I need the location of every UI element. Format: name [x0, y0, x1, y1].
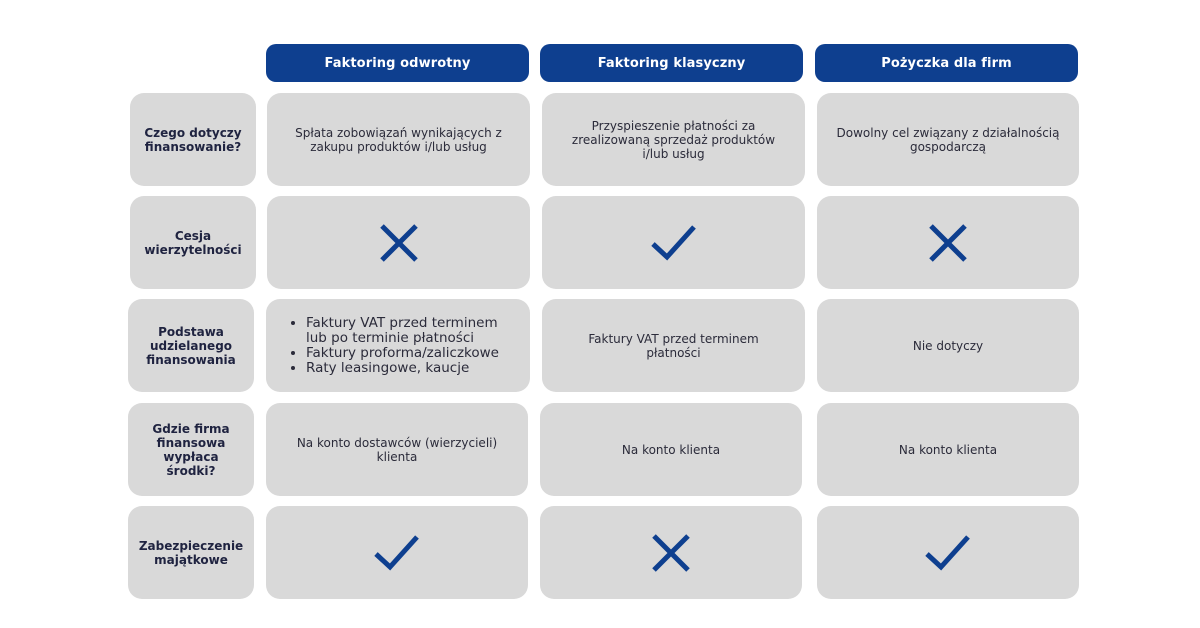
table-cell [542, 196, 805, 289]
row-label [128, 506, 254, 599]
row-label-text: Gdzie firma finansowa wypłaca środki? [152, 421, 230, 478]
table-cell [817, 506, 1079, 599]
cell-text: Nie dotyczy [912, 338, 984, 353]
row-label-text: Czego dotyczy finansowanie? [144, 125, 242, 154]
table-cell [817, 93, 1079, 186]
cross-icon [645, 527, 697, 579]
column-header: Pożyczka dla firm [815, 44, 1078, 82]
table-cell [266, 403, 528, 496]
table-cell [817, 403, 1079, 496]
cell-text: Na konto klienta [898, 442, 998, 457]
bullet-list [284, 316, 512, 376]
cell-text: Przyspieszenie płatności za zrealizowaną sprzedaż produktów i/lub usług [571, 118, 776, 161]
table-cell [542, 299, 805, 392]
cell-text: Faktury VAT przed terminem płatności [588, 331, 759, 360]
table-cell [817, 196, 1079, 289]
cell-text: Na konto klienta [621, 442, 721, 457]
list-item: • Raty leasingowe, kaucje [306, 361, 512, 376]
row-label [130, 93, 256, 186]
check-icon [371, 527, 423, 579]
row-label-text: Cesja wierzytelności [144, 228, 242, 257]
table-cell [267, 93, 530, 186]
row-label [128, 299, 254, 392]
table-cell [817, 299, 1079, 392]
table-cell [266, 299, 530, 392]
list-item: • Faktury proforma/zaliczkowe [306, 346, 512, 361]
table-cell [540, 403, 802, 496]
row-label [130, 196, 256, 289]
cell-text: Dowolny cel związany z działalnością gospodarczą [836, 125, 1060, 154]
row-label [128, 403, 254, 496]
list-item: • Faktury VAT przed terminem lub po terminie płatności [306, 316, 512, 346]
table-cell [267, 196, 530, 289]
column-header: Faktoring odwrotny [266, 44, 529, 82]
cell-text: Spłata zobowiązań wynikających z zakupu produktów i/lub usług [295, 125, 502, 154]
table-cell [266, 506, 528, 599]
check-icon [922, 527, 974, 579]
table-cell [540, 506, 802, 599]
row-label-text: Zabezpieczenie majątkowe [138, 538, 244, 567]
row-label-text: Podstawa udzielanego finansowania [146, 324, 236, 367]
check-icon [648, 217, 700, 269]
table-cell [542, 93, 805, 186]
cross-icon [373, 217, 425, 269]
cell-text: Na konto dostawców (wierzycieli) klienta [296, 435, 498, 464]
cross-icon [922, 217, 974, 269]
column-header: Faktoring klasyczny [540, 44, 803, 82]
